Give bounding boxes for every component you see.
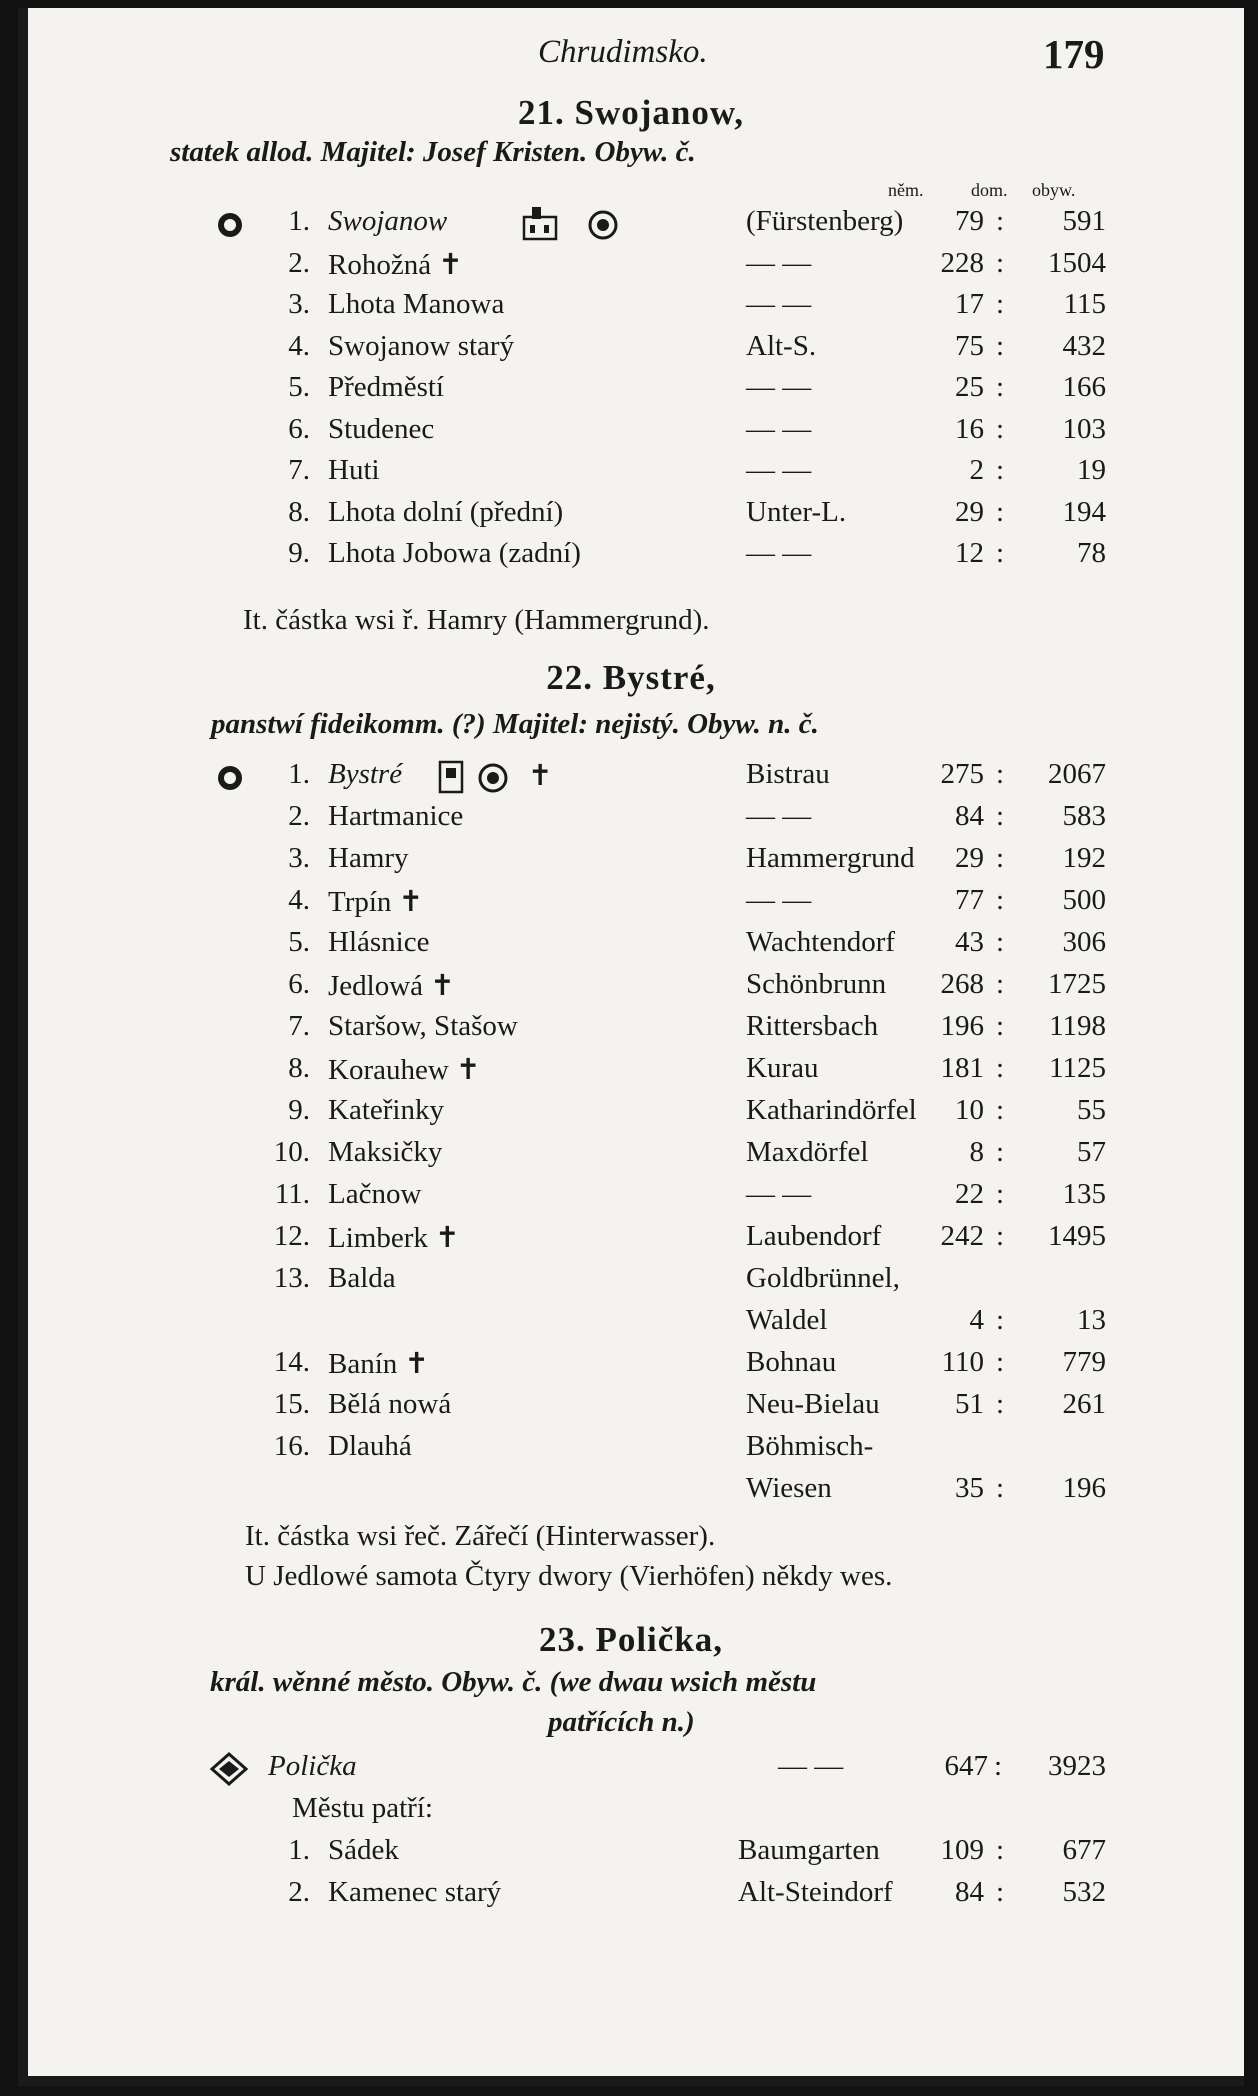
houses-count: 84 [955, 800, 984, 832]
table-row [18, 537, 1244, 578]
row-number: 1. [288, 758, 310, 790]
houses-count: 10 [955, 1094, 984, 1126]
place-name: Dlauhá [328, 1430, 412, 1462]
ratio-colon: : [996, 968, 1005, 1000]
german-name: — — [746, 1178, 812, 1210]
inhabitants-count: 135 [1062, 1178, 1106, 1210]
table-row [18, 454, 1244, 495]
inhabitants-count: 57 [1077, 1136, 1106, 1168]
ratio-colon: : [996, 246, 1005, 279]
belongs-heading: Městu patří: [292, 1792, 433, 1824]
seal-icon [588, 210, 618, 248]
inhabitants-count: 1504 [1048, 246, 1106, 279]
table-row [18, 371, 1244, 412]
running-title: Chrudimsko. [538, 34, 708, 70]
ratio-colon: : [996, 800, 1005, 832]
houses-count: 84 [955, 1876, 984, 1908]
table-row [18, 758, 1244, 799]
place-name: Korauhew ✝ [328, 1054, 481, 1086]
section-22-note-2: U Jedlowé samota Čtyry dwory (Vierhöfen) někdy wes. [245, 1560, 893, 1592]
row-number: 3. [288, 842, 310, 874]
inhabitants-count: 1198 [1049, 1010, 1106, 1042]
inhabitants-count: 115 [1063, 288, 1106, 320]
row-number: 14. [273, 1346, 310, 1378]
ratio-colon: : [996, 1346, 1005, 1378]
row-number: 2. [288, 246, 310, 279]
german-name: — — [746, 800, 812, 832]
place-name: Swojanow starý [328, 329, 515, 362]
german-name: Schönbrunn [746, 968, 887, 1000]
german-name: Böhmisch- [746, 1430, 874, 1462]
page-number: 179 [1043, 31, 1105, 77]
section-21-subtitle: statek allod. Majitel: Josef Kristen. Obyw. č. [170, 136, 696, 168]
ratio-colon: : [996, 1010, 1005, 1042]
ratio-colon: : [996, 1094, 1005, 1126]
ratio-colon: : [996, 205, 1005, 237]
inhabitants-count: 192 [1062, 842, 1106, 874]
inhabitants-count: 532 [1062, 1876, 1106, 1908]
inhabitants-count: 261 [1062, 1388, 1106, 1420]
table-row [18, 1388, 1244, 1429]
houses-count: 16 [955, 412, 984, 445]
place-name: Banín ✝ [328, 1348, 429, 1380]
houses-count: 12 [955, 537, 984, 569]
german-name: Maxdörfel [746, 1136, 869, 1168]
ratio-colon: : [996, 1136, 1005, 1168]
place-name: Lačnow [328, 1178, 422, 1210]
seal-icon [216, 211, 244, 247]
castle-icon [520, 205, 560, 249]
row-number: 10. [273, 1136, 310, 1168]
ratio-colon: : [996, 371, 1005, 403]
ratio-colon: : [996, 1472, 1005, 1504]
houses-count: 79 [955, 205, 984, 237]
table-row [18, 247, 1244, 288]
german-name: — — [746, 246, 812, 279]
ratio-colon: : [996, 537, 1005, 569]
table-row [18, 205, 1244, 246]
inhabitants-count: 591 [1062, 205, 1106, 237]
german-name: — — [746, 412, 812, 445]
table-row [18, 1472, 1244, 1513]
place-name: Hlásnice [328, 926, 430, 958]
place-name: Jedlowá ✝ [328, 970, 455, 1002]
table-row [18, 1262, 1244, 1303]
row-number: 7. [288, 454, 310, 486]
inhabitants-count: 1725 [1048, 968, 1106, 1000]
table-row [18, 496, 1244, 537]
inhabitants-count: 500 [1062, 884, 1106, 916]
place-name: Trpín ✝ [328, 886, 423, 918]
inhabitants-count: 194 [1062, 495, 1106, 528]
place-name: Kateřinky [328, 1094, 444, 1126]
houses-count: 75 [955, 329, 984, 362]
castle-icon [436, 758, 466, 804]
houses-count: 110 [941, 1346, 984, 1378]
seal-icon [478, 763, 508, 801]
inhabitants-count: 1495 [1048, 1220, 1106, 1252]
place-name: Lhota Jobowa (zadní) [328, 537, 581, 569]
inhabitants-count: 166 [1062, 371, 1106, 403]
german-name: Unter-L. [746, 495, 847, 528]
german-name: Rittersbach [746, 1010, 879, 1042]
town-row [18, 1750, 1244, 1791]
houses-count: 275 [940, 758, 984, 790]
table-row [18, 1346, 1244, 1387]
col-header-nem: něm. [888, 180, 924, 200]
ratio-colon: : [996, 495, 1005, 528]
town-obyw: 3923 [1048, 1750, 1106, 1782]
row-number: 11. [274, 1178, 310, 1210]
page-bottom-edge [18, 2076, 1244, 2086]
ratio-colon: : [996, 842, 1005, 874]
row-number: 15. [273, 1388, 310, 1420]
inhabitants-count: 13 [1077, 1304, 1106, 1336]
german-name: Neu-Bielau [746, 1388, 880, 1420]
row-number: 13. [273, 1262, 310, 1294]
inhabitants-count: 432 [1062, 329, 1106, 362]
row-number: 5. [288, 926, 310, 958]
inhabitants-count: 306 [1062, 926, 1106, 958]
german-name: Alt-Steindorf [738, 1876, 893, 1908]
german-name: — — [746, 371, 812, 403]
row-number: 2. [288, 1876, 310, 1908]
inhabitants-count: 78 [1077, 537, 1106, 569]
place-name: Hartmanice [328, 800, 464, 832]
place-name: Swojanow [328, 205, 448, 237]
table-row [18, 884, 1244, 925]
houses-count: 35 [955, 1472, 984, 1504]
inhabitants-count: 779 [1062, 1346, 1106, 1378]
place-name: Hamry [328, 842, 409, 874]
row-number: 8. [288, 495, 310, 528]
german-name: Laubendorf [746, 1220, 882, 1252]
table-row [18, 1052, 1244, 1093]
houses-count: 109 [940, 1834, 984, 1866]
ratio-colon: : [996, 1388, 1005, 1420]
place-name: Lhota Manowa [328, 288, 505, 320]
place-name: Maksičky [328, 1136, 443, 1168]
ratio-colon: : [996, 884, 1005, 916]
row-number: 9. [288, 1094, 310, 1126]
houses-count: 29 [955, 842, 984, 874]
ratio-colon: : [996, 1052, 1005, 1084]
place-name: Kamenec starý [328, 1876, 502, 1908]
ratio-colon: : [996, 1178, 1005, 1210]
town-german: — — [778, 1750, 844, 1782]
ratio-colon: : [996, 412, 1005, 445]
table-row [18, 1220, 1244, 1261]
place-name: Studenec [328, 412, 435, 445]
section-21-title: 21. Swojanow, [518, 93, 744, 132]
table-row [18, 968, 1244, 1009]
houses-count: 228 [940, 246, 984, 279]
german-name: Kurau [746, 1052, 819, 1084]
row-number: 1. [288, 205, 310, 237]
german-name: Alt-S. [746, 329, 817, 362]
row-number: 3. [288, 288, 310, 320]
table-row [18, 288, 1244, 329]
place-name: Limberk ✝ [328, 1222, 460, 1254]
ratio-colon: : [996, 454, 1005, 486]
row-number: 4. [288, 884, 310, 916]
table-row [18, 1430, 1244, 1471]
table-row [18, 330, 1244, 371]
german-name: Hammergrund [746, 842, 915, 874]
table-row [18, 1304, 1244, 1345]
place-name: Balda [328, 1262, 396, 1294]
ratio-colon: : [996, 1220, 1005, 1252]
table-row [18, 926, 1244, 967]
row-number: 6. [288, 968, 310, 1000]
row-number: 12. [273, 1220, 310, 1252]
inhabitants-count: 583 [1062, 800, 1106, 832]
ratio-colon: : [996, 758, 1005, 790]
section-22-subtitle: panstwí fideikomm. (?) Majitel: nejistý. Obyw. n. č. [211, 708, 819, 740]
ratio-colon: : [996, 288, 1005, 320]
german-name: — — [746, 288, 812, 320]
houses-count: 268 [940, 968, 984, 1000]
houses-count: 22 [955, 1178, 984, 1210]
houses-count: 51 [955, 1388, 984, 1420]
inhabitants-count: 677 [1062, 1834, 1106, 1866]
houses-count: 196 [940, 1010, 984, 1042]
row-number: 1. [288, 1834, 310, 1866]
ratio-colon: : [996, 1304, 1005, 1336]
german-name: Wiesen [746, 1472, 832, 1504]
german-name: Wachtendorf [746, 926, 896, 958]
inhabitants-count: 1125 [1049, 1052, 1106, 1084]
place-name: Sádek [328, 1834, 399, 1866]
section-23-subtitle-2: patřících n.) [548, 1706, 695, 1738]
inhabitants-count: 196 [1062, 1472, 1106, 1504]
table-row [18, 1136, 1244, 1177]
town-emblem-icon [210, 1752, 248, 1794]
german-name: Katharindörfel [746, 1094, 917, 1126]
german-name: — — [746, 537, 812, 569]
houses-count: 8 [969, 1136, 984, 1168]
place-name: Huti [328, 454, 380, 486]
table-row [18, 1178, 1244, 1219]
place-name: Lhota dolní (přední) [328, 495, 564, 528]
ratio-colon: : [996, 926, 1005, 958]
section-22-title: 22. Bystré, [546, 658, 716, 697]
german-name: Goldbrünnel, [746, 1262, 900, 1294]
section-23-subtitle-1: král. wěnné město. Obyw. č. (we dwau wsich městu [210, 1666, 817, 1698]
row-number: 5. [288, 371, 310, 403]
table-row [18, 800, 1244, 841]
row-number: 9. [288, 537, 310, 569]
german-name: Bohnau [746, 1346, 837, 1378]
houses-count: 43 [955, 926, 984, 958]
german-name: Waldel [746, 1304, 828, 1336]
houses-count: 2 [969, 454, 984, 486]
houses-count: 77 [955, 884, 984, 916]
cross-icon: ✝ [528, 760, 553, 792]
inhabitants-count: 103 [1062, 412, 1106, 445]
german-name: — — [746, 884, 812, 916]
table-row [18, 1094, 1244, 1135]
inhabitants-count: 19 [1077, 454, 1106, 486]
houses-count: 25 [955, 371, 984, 403]
table-row [18, 1876, 1244, 1917]
section-22-note-1: It. částka wsi řeč. Zářečí (Hinterwasser). [245, 1520, 716, 1552]
place-name: Rohožná ✝ [328, 248, 463, 281]
inhabitants-count: 2067 [1048, 758, 1106, 790]
ratio-colon: : [996, 329, 1005, 362]
place-name: Bystré [328, 758, 403, 790]
ratio-colon: : [996, 1876, 1005, 1908]
row-number: 4. [288, 329, 310, 362]
row-number: 7. [288, 1010, 310, 1042]
place-name: Bělá nowá [328, 1388, 452, 1420]
german-name: Baumgarten [738, 1834, 880, 1866]
section-21-note: It. částka wsi ř. Hamry (Hammergrund). [243, 604, 710, 636]
houses-count: 17 [955, 288, 984, 320]
row-number: 2. [288, 800, 310, 832]
book-page [18, 8, 1244, 2078]
col-header-dom: dom. [971, 180, 1008, 200]
row-number: 16. [273, 1430, 310, 1462]
ratio-colon: : [996, 1834, 1005, 1866]
section-23-title: 23. Polička, [538, 1620, 724, 1659]
inhabitants-count: 55 [1077, 1094, 1106, 1126]
table-row [18, 1834, 1244, 1875]
seal-icon [216, 764, 244, 800]
town-dom: 647 [944, 1750, 988, 1782]
place-name: Předměstí [328, 371, 444, 403]
ratio-colon: : [994, 1750, 1003, 1782]
table-row [18, 1010, 1244, 1051]
houses-count: 242 [940, 1220, 984, 1252]
houses-count: 29 [955, 495, 984, 528]
page-header [18, 22, 1244, 82]
german-name: Bistrau [746, 758, 830, 790]
place-name: Staršow, Stašow [328, 1010, 518, 1042]
table-row [18, 842, 1244, 883]
col-header-obyw: obyw. [1032, 180, 1076, 200]
town-name: Polička [268, 1750, 357, 1782]
row-number: 6. [288, 412, 310, 445]
row-number: 8. [288, 1052, 310, 1084]
table-row [18, 413, 1244, 454]
german-name: — — [746, 454, 812, 486]
houses-count: 181 [940, 1052, 984, 1084]
german-name: (Fürstenberg) [746, 205, 904, 237]
houses-count: 4 [969, 1304, 984, 1336]
